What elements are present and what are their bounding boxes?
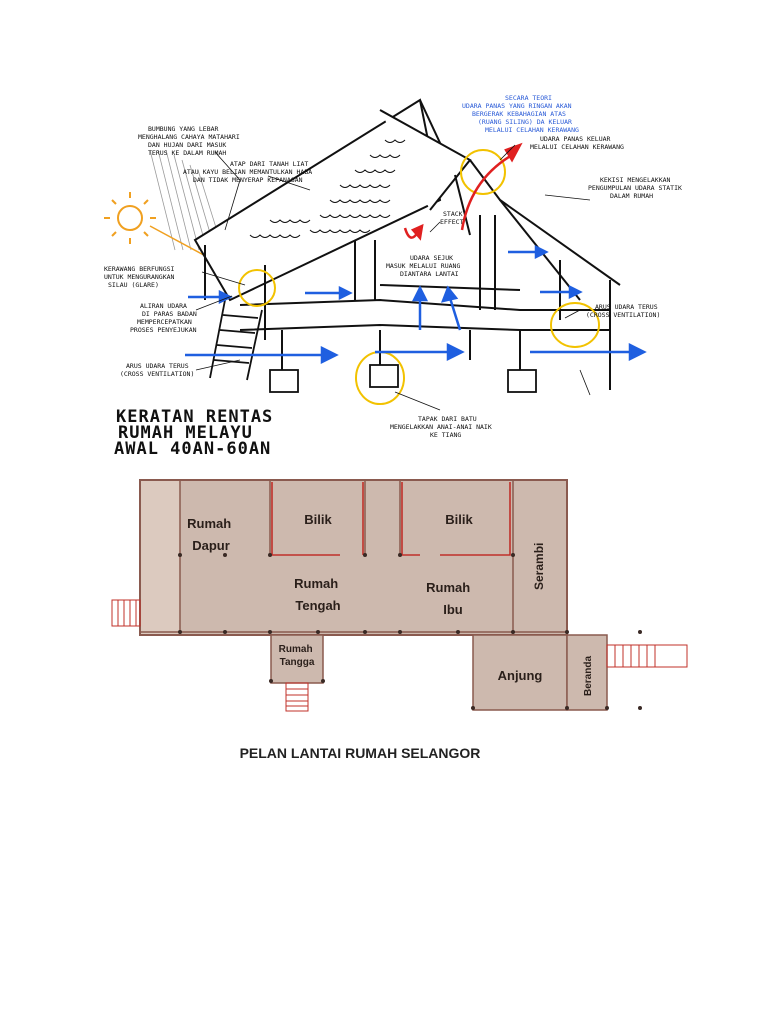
left-steps <box>112 600 140 626</box>
room-label-dapur: Rumah Dapur <box>187 516 232 553</box>
main-floor <box>140 480 567 635</box>
note-static-air: KEKISI MENGELAKKAN PENGUMPULAN UDARA STATIK DALAM RUMAH <box>588 176 682 200</box>
room-label-ibu: Rumah Ibu <box>426 580 471 617</box>
note-hot-air: UDARA PANAS KELUAR MELALUI CELAHAN KERAWANG <box>530 135 624 151</box>
tangga-steps <box>286 683 308 711</box>
note-roof: BUMBUNG YANG LEBAR MENGHALANG CAHAYA MATAHARI DAN HUJAN DARI MASUK TERUS KE DALAM RUMAH <box>138 125 240 157</box>
note-cross-ventilation-right: ARUS UDARA TERUS (CROSS VENTILATION) <box>586 303 661 319</box>
section-title: KERATAN RENTAS RUMAH MELAYU AWAL 40AN-60AN <box>114 407 274 459</box>
room-label-tengah: Rumah Tengah <box>294 576 341 613</box>
room-label-anjung: Anjung <box>497 668 543 683</box>
room-label-beranda: Beranda <box>583 655 594 696</box>
plan-title: PELAN LANTAI RUMAH SELANGOR <box>239 745 481 761</box>
room-label-bilik-2: Bilik <box>445 512 473 527</box>
right-steps <box>607 645 687 667</box>
note-kerawang: KERAWANG BERFUNGSI UNTUK MENGURANGKAN SILAU (GLARE) <box>104 265 175 289</box>
dapur-floor-light <box>140 480 180 635</box>
note-theory: SECARA TEORI UDARA PANAS YANG RINGAN AKAN BERGERAK KEBAHAGIAN ATAS (RUANG SILING) DA KELUAR MELALUI CELAHAN KERAWANG <box>462 94 579 134</box>
note-stone-footing: TAPAK DARI BATU MENGELAKKAN ANAI-ANAI NAIK KE TIANG <box>390 415 492 439</box>
room-label-serambi: Serambi <box>532 542 546 590</box>
note-cool-air: UDARA SEJUK MASUK MELALUI RUANG DIANTARA LANTAI <box>386 254 461 278</box>
note-cross-ventilation-left: ARUS UDARA TERUS (CROSS VENTILATION) <box>120 362 195 378</box>
note-roof-material: ATAP DARI TANAH LIAT ATAU KAYU BELIAN MEMANTULKAN HABA DAN TIDAK MENYERAP KEPANASAN <box>183 160 313 184</box>
room-label-bilik-1: Bilik <box>304 512 332 527</box>
room-label-tangga: Rumah Tangga <box>278 644 315 668</box>
note-airflow: ALIRAN UDARA DI PARAS BADAN MEMPERCEPATKAN PROSES PENYEJUKAN <box>130 302 197 334</box>
note-stack-effect: STACK EFFECT <box>440 210 464 226</box>
